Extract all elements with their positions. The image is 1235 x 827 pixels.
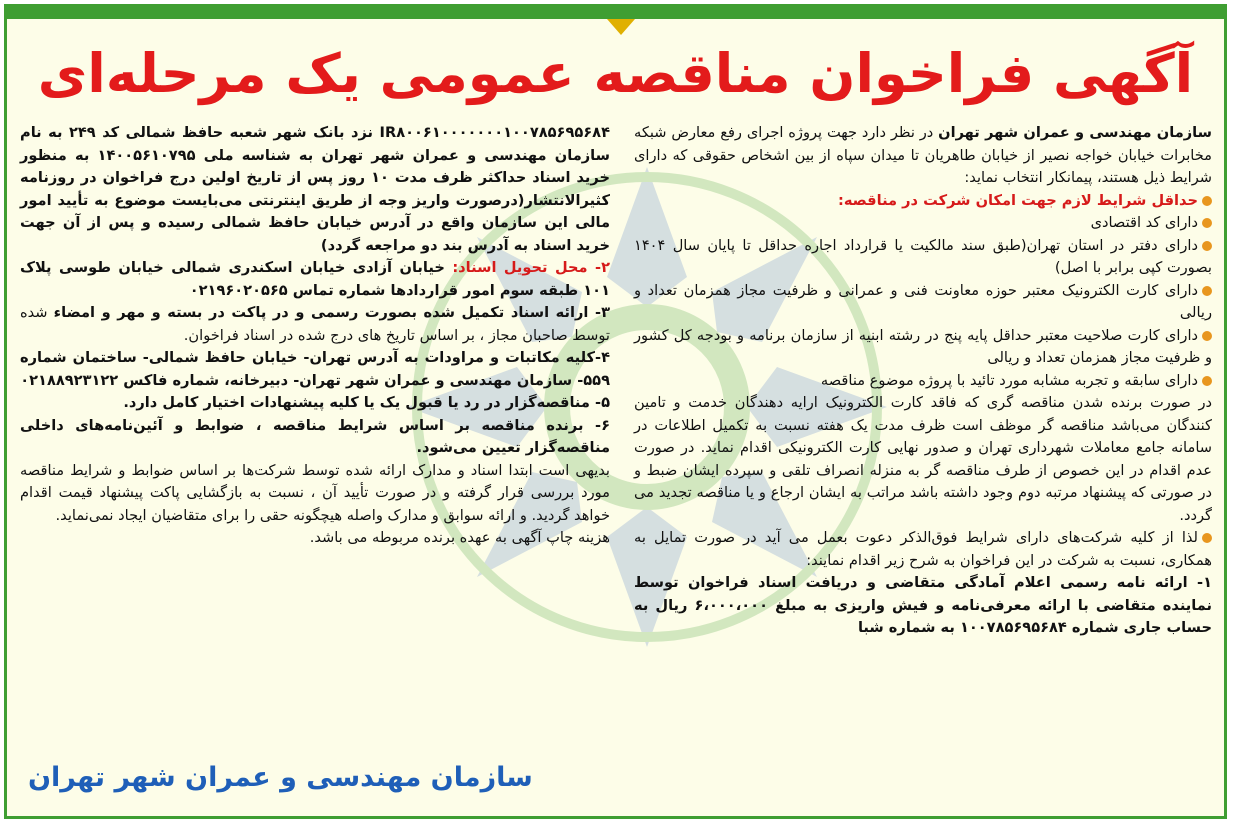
cost-paragraph: هزینه چاپ آگهی به عهده برنده مربوطه می باشد. (309, 529, 610, 546)
payment-paragraph: IR۸۰۰۶۱۰۰۰۰۰۰۰۱۰۰۷۸۵۶۹۵۶۸۴ نزد بانک شهر شعبه حافظ شمالی کد ۲۴۹ به نام سازمان مهندسی و عمران شهر تهران به شناسه ملی ۱۴۰۰۵۶۱۰۷۹۵ به منظور خرید اسناد حداکثر ظرف مدت ۱۰ روز پس از تاریخ اولین درج فراخوان در روزنامه کثیرالانتشار(درصورت واریز وجه از طریق اینترنتی می‌بایست موضوع به تأیید امور مالی این سازمان واقع در آدرس خیابان حافظ شمالی رسیده و پس از آن جهت خرید اسناد به آدرس بند دو مراجعه گردد) (20, 124, 610, 254)
condition-item: دارای کارت الکترونیک معتبر حوزه معاونت فنی و عمرانی و ظرفیت مجاز همزمان تعداد و ریالی (634, 281, 1212, 321)
correspondence-paragraph: ۴-کلیه مکاتبات و مراودات به آدرس تهران- خیابان حافظ شمالی- ساختمان شماره ۵۵۹- سازمان مهندسی و عمران شهر تهران- دبیرخانه، شماره فاکس ۰۲۱۸۸۹۲۳۱۲۲ (20, 349, 610, 389)
top-marker-icon (607, 19, 635, 35)
page-title: آگهی فراخوان مناقصه عمومی یک مرحله‌ای (37, 42, 1194, 105)
condition-item: دارای دفتر در استان تهران(طبق سند مالکیت یا قرارداد اجاره حداقل تا پایان سال ۱۴۰۴ بصورت کپی برابر با اصل) (634, 236, 1212, 276)
organization-name: سازمان مهندسی و عمران شهر تهران (938, 124, 1213, 141)
bullet-icon (1202, 286, 1212, 296)
condition-item: دارای کارت صلاحیت معتبر حداقل پایه پنج در رشته ابنیه از سازمان برنامه و بودجه کل کشور و ظرفیت مجاز همزمان تعداد و ریالی (634, 326, 1212, 366)
delivery-paragraph: ۲- محل تحویل اسناد: خیابان آزادی خیابان اسکندری شمالی خیابان طوسی پلاک ۱۰۱ طبقه سوم امور قراردادها شماره تماس ۰۲۱۹۶۰۲۰۵۶۵ (20, 259, 610, 299)
left-column (20, 122, 610, 550)
bullet-icon (1202, 533, 1212, 543)
intro-paragraph: سازمان مهندسی و عمران شهر تهران در نظر دارد جهت پروژه اجرای رفع معارض شبکه مخابرات خیابان خواجه نصیر از خیابان طاهریان تا میدان سپاه از بین اشخاص حقوقی که دارای شرایط ذیل هستند، پیمانکار انتخاب نماید: (634, 124, 1213, 186)
condition-item: دارای کد اقتصادی (634, 212, 1212, 235)
rights-paragraph: ۵- مناقصه‌گزار در رد یا قبول یک یا کلیه پیشنهادات اختیار کامل دارد. (123, 394, 610, 411)
bullet-icon (1202, 196, 1212, 206)
bullet-icon (1202, 376, 1212, 386)
delivery-label: ۲- محل تحویل اسناد: (452, 259, 610, 276)
top-green-bar (7, 7, 1224, 19)
invite-paragraph: لذا از کلیه شرکت‌های دارای شرایط فوق‌الذکر دعوت بعمل می آید در صورت تمایل به همکاری، نسبت به شرکت در این فراخوان به شرح زیر اقدام نمایند: (634, 529, 1212, 569)
step-1-paragraph: ۱- ارائه نامه رسمی اعلام آمادگی متقاضی و دریافت اسناد فراخوان توسط نماینده متقاضی با ارائه معرفی‌نامه و فیش واریزی به مبلغ ۶،۰۰۰،۰۰۰ ریال به حساب جاری شماره ۱۰۰۷۸۵۶۹۵۶۸۴ به شماره شبا (634, 574, 1212, 636)
winner-paragraph: در صورت برنده شدن مناقصه گری که فاقد کارت الکترونیک ارایه دهندگان خدمت و تامین کنندگان می‌باشد مناقصه گر موظف است ظرف مدت یک هفته نسبت به تکمیل اطلاعات در سامانه جامع معاملات شهرداری تهران و صدور نهایی کارت الکترونیکی اقدام نماید. در صورت عدم اقدام در این خصوص از طرف مناقصه گر به منزله انصراف تلقی و سپرده ایشان ضبط و در صورتی که پیشنهاد مرتبه دوم وجود داشته باشد مراتب به ایشان ارجاع و یا مناقصه تجدید می گردد. (634, 394, 1212, 524)
conditions-heading: حداقل شرایط لازم جهت امکان شرکت در مناقصه: (634, 190, 1212, 213)
winner-rules-paragraph: ۶- برنده مناقصه بر اساس شرایط مناقصه ، ضوابط و آئین‌نامه‌های داخلی مناقصه‌گزار تعیین می‌شود. (20, 416, 610, 456)
evaluation-paragraph: بدیهی است ابتدا اسناد و مدارک ارائه شده توسط شرکت‌ها بر اساس ضوابط و شرایط مناقصه مورد بررسی قرار گرفته و در صورت تأیید آن ، نسبت به بازگشایی پاکت پیشنهاد قیمت اقدام خواهد گردید. و ارائه سوابق و مدارک واصله هیچگونه حقی را برای متقاضیان ایجاد نمی‌نماید. (20, 461, 610, 524)
bullet-icon (1202, 218, 1212, 228)
bullet-icon (1202, 241, 1212, 251)
condition-item: دارای سابقه و تجربه مشابه مورد تائید با پروژه موضوع مناقصه (634, 370, 1212, 393)
submission-paragraph: ۳- ارائه اسناد تکمیل شده بصورت رسمی و در پاکت در بسته و مهر و امضاء شده توسط صاحبان مجاز ، بر اساس تاریخ های درج شده در اسناد فراخوان. (20, 304, 610, 344)
bullet-icon (1202, 331, 1212, 341)
footer-organization: سازمان مهندسی و عمران شهر تهران (28, 762, 533, 793)
right-column (634, 122, 1212, 640)
